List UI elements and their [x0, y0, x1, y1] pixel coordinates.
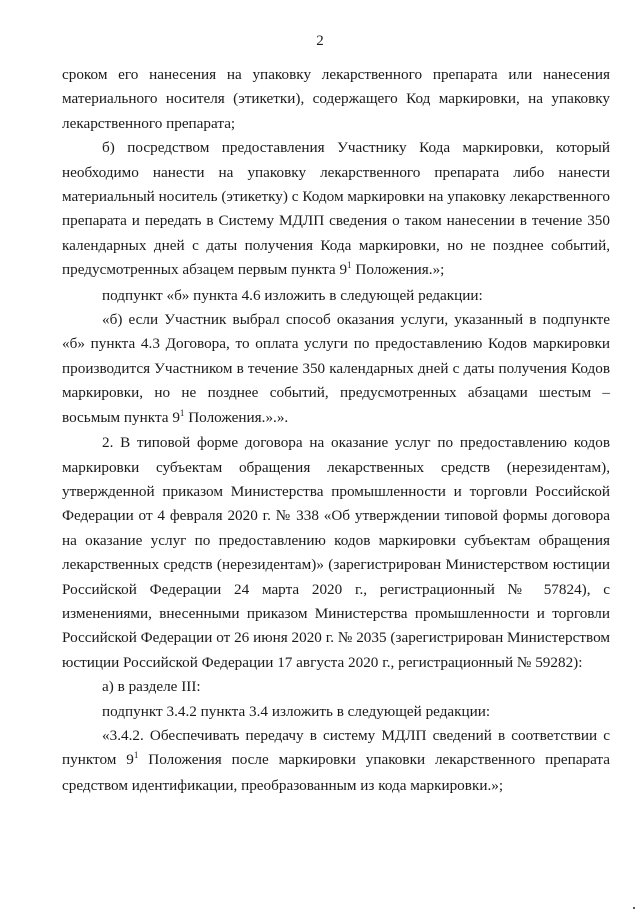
paragraph-text: Положения после маркировки упаковки лекарственного препарата средством идентификации, преобразованным из кода маркировки.»;	[62, 751, 610, 794]
paragraph-text: «3.4.2. Обеспечивать передачу в систему МДЛП сведений в соответствии с пунктом 9	[62, 726, 610, 769]
superscript: 1	[347, 260, 352, 271]
scan-speck	[633, 907, 635, 909]
paragraph-text: Положения.»;	[351, 261, 445, 279]
paragraph-text: «б) если Участник выбрал способ оказания услуги, указанный в подпункте «б» пункта 4.3 Договора, то оплата услуги по предоставлению Кодов маркировки производится Участником в течение 350 календарных дней с даты получения Кодов маркировки, но не позднее событий, предусмотренных абзацами шестым – восьмым пункта 9	[62, 311, 610, 426]
superscript: 1	[179, 407, 185, 418]
paragraph-item-2: 2. В типовой форме договора на оказание услуг по предоставлению кодов маркировки субъектам обращения лекарственных средств (нерезидентам), утвержденной приказом Министерства промышленности и торговли Российской Федерации от 4 февраля 2020 г. № 338 «Об утверждении типовой формы договора на оказание услуг по предоставлению кодов маркировки субъектам обращения лекарственных средств (нерезидентам)» (зарегистрирован Министерством юстиции Российской Федерации 24 марта 2020 г., регистрационный № 57824), с изменениями, внесенными приказом Министерства промышленности и торговли Российской Федерации от 26 июня 2020 г. № 2035 (зарегистрирован Министерством юстиции Российской Федерации 17 августа 2020 г., регистрационный № 59282):	[62, 434, 610, 671]
paragraph-continuation: сроком его нанесения на упаковку лекарственного препарата или нанесения материального носителя (этикетки), содержащего Код маркировки, на упаковку лекарственного препарата;	[62, 66, 610, 132]
page-number: 2	[316, 33, 324, 49]
paragraph-subpoint-instruction: подпункт «б» пункта 4.6 изложить в следующей редакции:	[102, 286, 483, 304]
paragraph-new-wording	[62, 308, 610, 431]
superscript: 1	[133, 750, 139, 761]
paragraph-subpoint-342: подпункт 3.4.2 пункта 3.4 изложить в следующей редакции:	[102, 702, 491, 720]
paragraph-section-iii: а) в разделе III:	[102, 678, 201, 696]
paragraph-342-wording	[62, 724, 610, 798]
paragraph-subitem-b	[62, 136, 610, 283]
paragraph-text: б) посредством предоставления Участнику Кода маркировки, который необходимо нанести на упаковку лекарственного препарата либо нанести материальный носитель (этикетку) с Кодом маркировки на упаковку лекарственного препарата и передать в Систему МДЛП сведения о таком нанесении в течение 350 календарных дней с даты получения Кода маркировки, но не позднее событий, предусмотренных абзацем первым пункта 9	[62, 139, 610, 279]
document-body	[62, 63, 610, 798]
paragraph-text: Положения.».».	[184, 408, 289, 426]
